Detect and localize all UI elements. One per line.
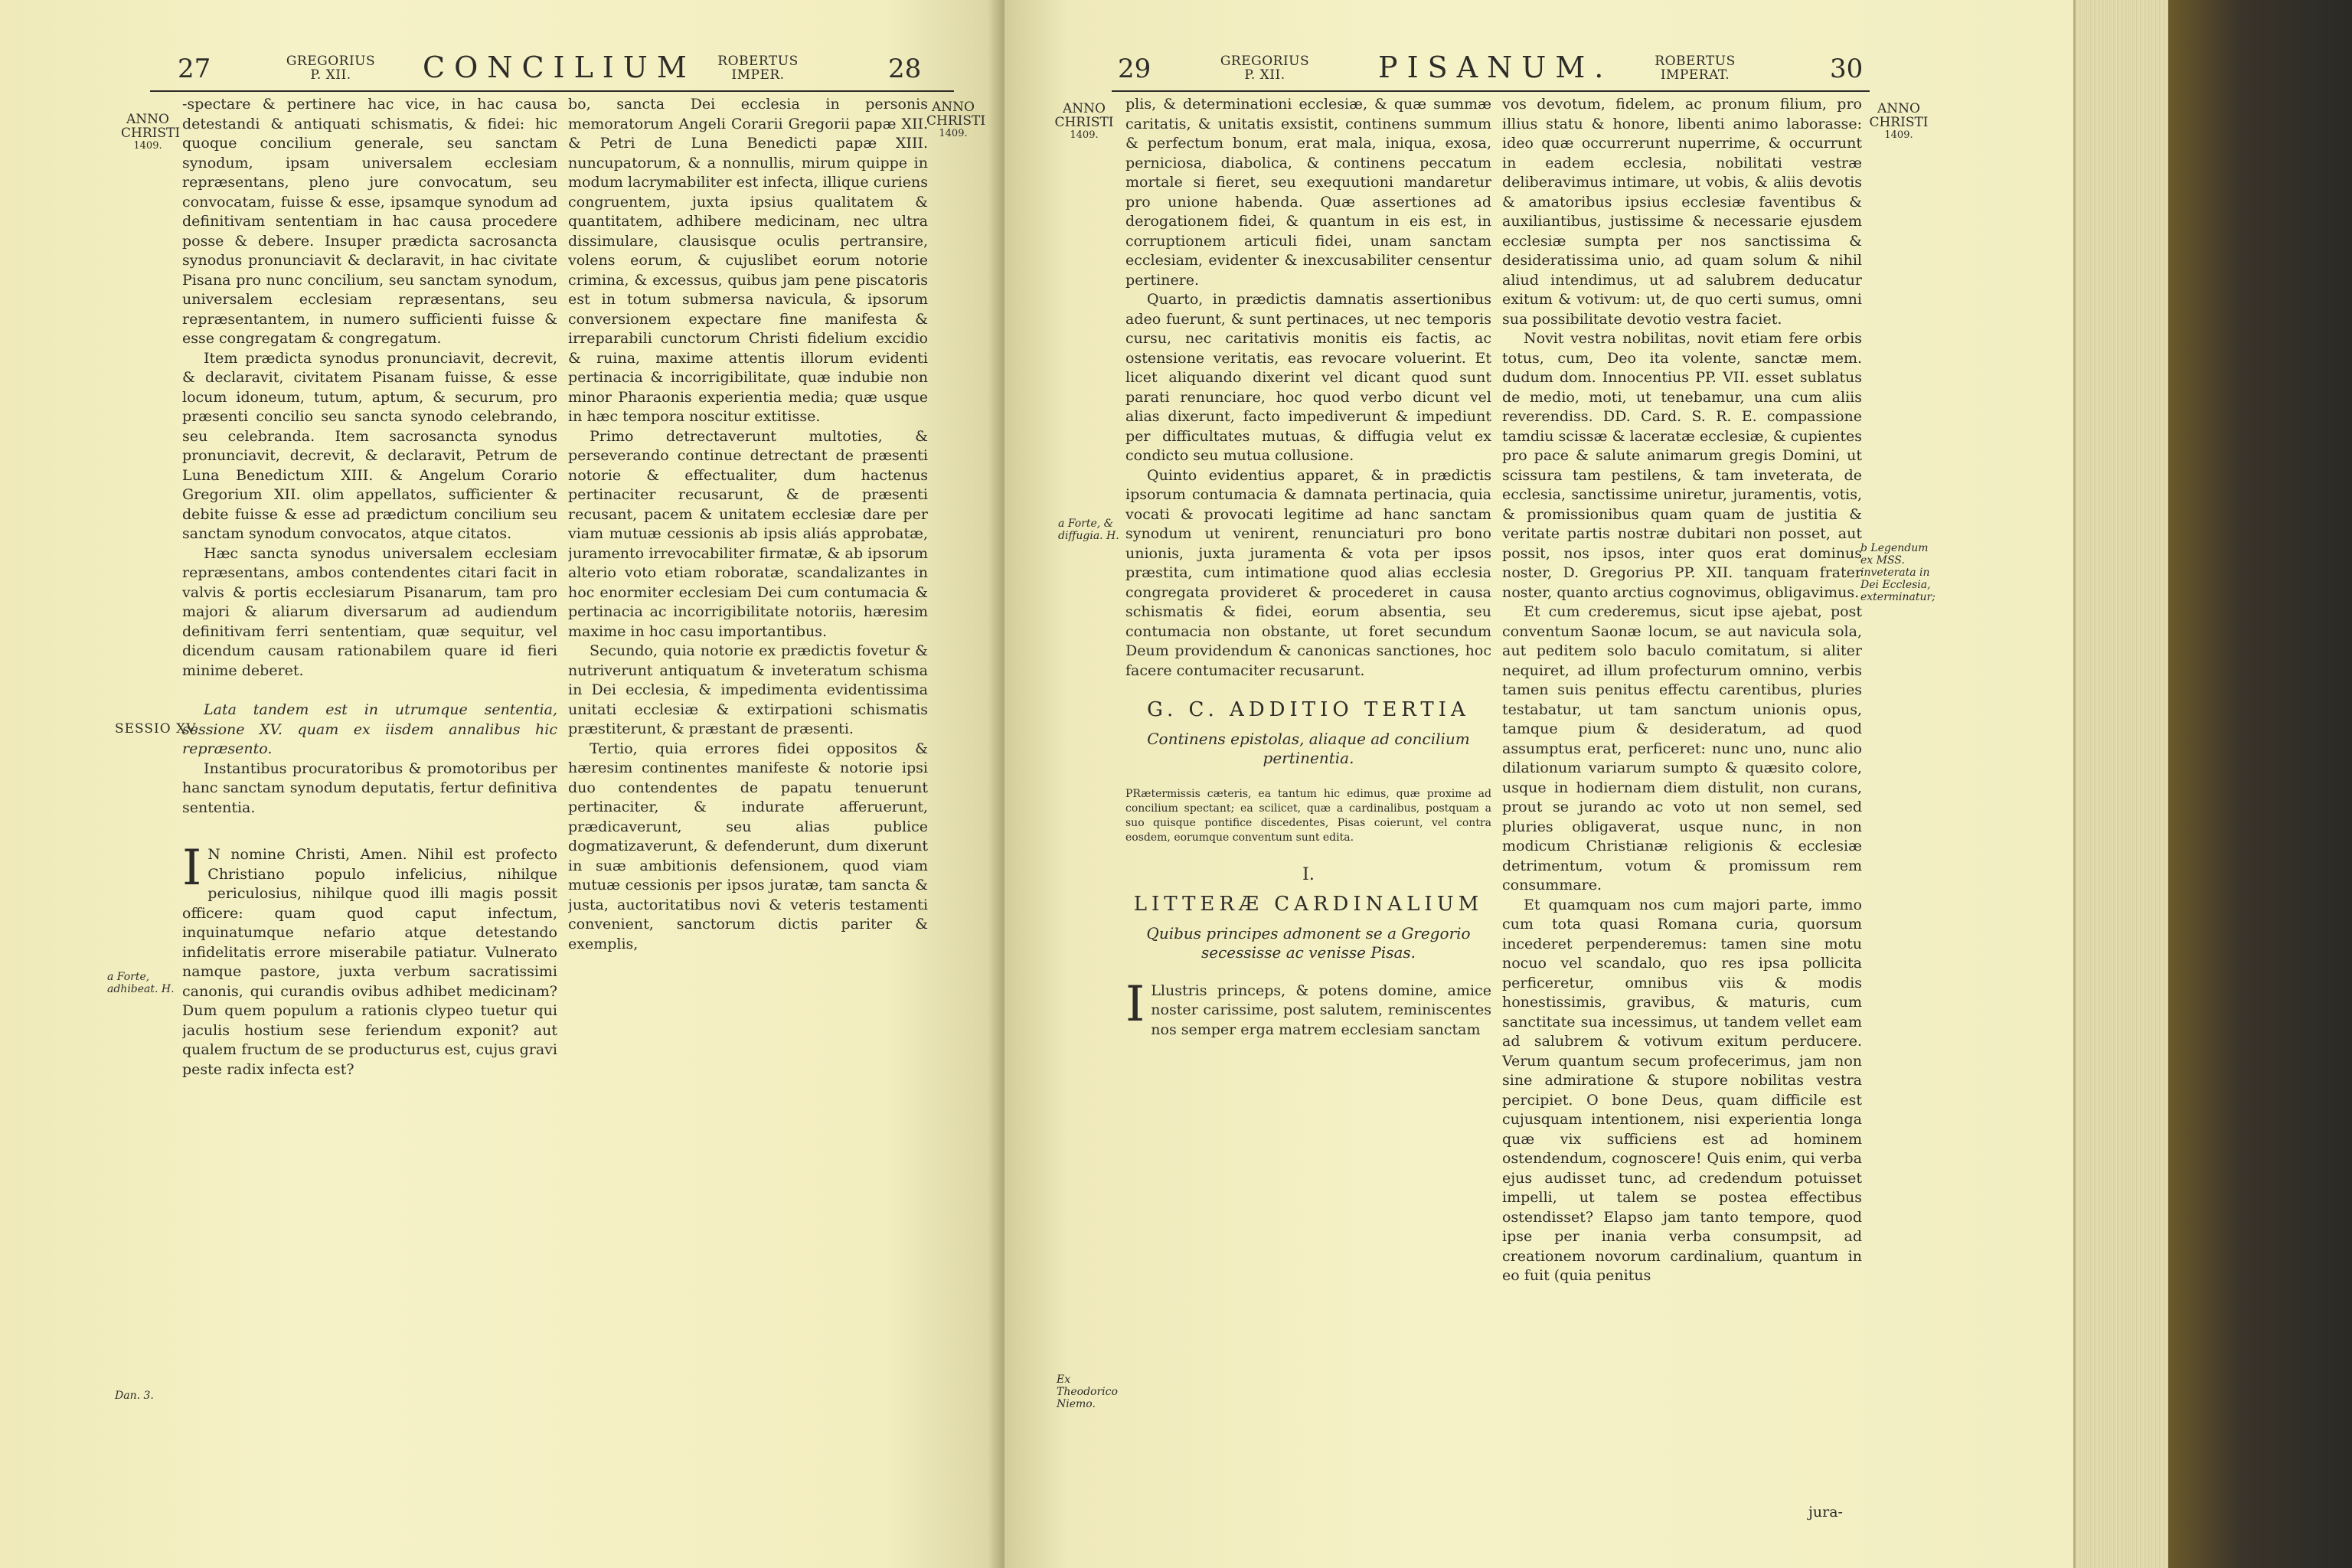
- right-page: [1004, 0, 2073, 1568]
- marginal-note: Ex Theodorico Niemo.: [1057, 1374, 1118, 1411]
- paragraph: -spectare & pertinere hac vice, in hac causa detestandi & antiquati schismatis, & fidei: hic quoque concilium generale, seu sanctam synodum, ipsam universalem ecclesiam repræsentans, pleno jure convocatum, seu convocatam, fuisse & esse, ipsamque synodum ad definitivam sententiam in hac causa procedere posse & debere. Insuper prædicta sacrosancta synodus pronunciavit & declaravit, in hac civitate Pisana pro nunc concilium, seu sanctam synodum, universalem ecclesiam repræsentans, seu repræsentantem, in numero sufficienti fuisse & esse congregatam & congregatum.: [182, 96, 557, 347]
- header-rule: [150, 90, 954, 92]
- paragraph: vos devotum, fidelem, ac pronum filium, pro illius statu & honore, libenti animo laborasse: ideo quæ occurrerunt nuperrime, & occurrunt in eadem ecclesia, nobilitati vestræ deliberavimus intimare, ut vobis, & aliis devotis & amatoribus ipsius ecclesiæ faventibus & auxiliantibus, justissime & necessarie ejusdem ecclesiæ sumpta per nos sanctissima & desideratissima unio, ad quam solum & nihil aliud intendimus, ut ad salubrem deducatur exitum & votivum: ut, de quo certi sumus, omni sua possibilitate devotio vestra faciet.: [1502, 96, 1862, 328]
- paragraph: Novit vestra nobilitas, novit etiam fere orbis totus, cum, Deo ita volente, sanctæ mem. dudum dom. Innocentius PP. VII. esset sublatus de medio, moti, ut tenebamur, una cum aliis reverendiss. DD. Card. S. R. E. compassione tamdiu scissæ & laceratæ ecclesiæ, & cupientes pro pace & salute animarum gregis Domini, ut scissura tam pestilens, & tam inveterata, de ecclesia, sanctissime uniretur, juramentis, votis, & promissionibus quam quam de justitia & veritate partis nostræ dubitari non posset, aut possit, nos ipsos, inter quos erat dominus noster, D. Gregorius PP. XII. tanquam frater noster, quanto arctius cognovimus, obligavimus.: [1502, 330, 1862, 601]
- anno-year: 1409.: [1884, 129, 1913, 141]
- letter-opening: [1125, 975, 1491, 1040]
- marginal-year-note: [121, 112, 181, 152]
- anno-label: ANNO CHRISTI: [1054, 101, 1114, 130]
- running-head-emperor: [712, 55, 804, 83]
- anno-year: 1409.: [1070, 129, 1099, 141]
- paragraph: bo, sancta Dei ecclesia in personis memoratorum Angeli Corarii Gregorii papæ XII. & Petri de Luna Benedicti papæ XIII. nuncupatorum, & a nonnullis, mirum quippe in modum lacrymabiliter est infecta, illique curiens congruentem, juxta ipsius qualitatem & quantitatem, adhibere medicinam, nec ultra dissimulare, clausisque oculis pertransire, volens eorum, & cujuslibet eorum notorie crimina, & excessus, quibus jam pene piscatoris est in totum submersa navicula, & ipsorum conversionem expectare fine manifesta & irreparabili cunctorum Christi fidelium excidio & ruina, maxime attentis illorum evidenti pertinacia & incorrigibilitate, quæ indubie non minor Pharaonis experientia media; quæ usque in hæc tempora noscitur extitisse.: [568, 96, 928, 425]
- marginal-note: b Legendum ex MSS. inveterata in Dei Ecclesia, exterminatur;: [1860, 542, 1936, 604]
- drop-capital: I: [182, 840, 202, 897]
- paragraph: Et quamquam nos cum majori parte, immo cum tota quasi Romana curia, quorsum incederet perpenderemus: tamen sine motu nocuo vel scandalo, quo res ipsa pollicita perficeretur, omnibus viis & modis honestissimis, gravibus, & maturis, cum sanctitate sua incessimus, ut tandem vellet eam ad salubrem & votivum exitum perducere. Verum quantum secum profecerimus, jam non sine admiratione & stupore nobilitas vestra percipiet. O bone Deus, quam difficile est cujusquam intentionem, nisi experientia longa quæ vix sufficiens est ad hominem ostendendum, cognoscere! Quis enim, qui verba ejus audisset tunc, ad credendum potuisset impelli, ut talem se postea effectibus ostendisset? Elapso jam tanto tempore, quod ipse per inania verba consumpsit, ad creationem novorum cardinalium, quantum in eo fuit (quia penitus: [1502, 896, 1862, 1284]
- paragraph: Item prædicta synodus pronunciavit, decrevit, & declaravit, civitatem Pisanam fuisse, & esse locum idoneum, tutum, aptum, & securum, pro præsenti concilio seu sancta synodo celebrando, seu celebranda. Item sacrosancta synodus pronunciavit, decrevit, & declaravit, Petrum de Luna Benedictum XIII. & Angelum Corario Gregorium XII. olim appellatos, sufficienter & debite fuisse & esse ad prædictum concilium seu sanctam synodum convocatos, atque citatos.: [182, 349, 557, 542]
- running-head-emperor-name: ROBERTUS: [717, 54, 799, 69]
- running-head-pope-number: P. XII.: [310, 67, 351, 83]
- header-rule: [1112, 90, 1870, 92]
- catchword: jura-: [1808, 1504, 1843, 1521]
- letter-subheading: Quibus principes admonent se a Gregorio secessisse ac venisse Pisas.: [1146, 923, 1471, 962]
- paragraph: Quarto, in prædictis damnatis assertionibus adeo fuerunt, & sunt pertinaces, ut nec temporis cursu, nec caritativis monitis eis factis, ac ostensione veritatis, eas revocare voluerint. Et licet aliquando dixerint vel dicant quod sunt parati renunciare, hoc quod verbo dicunt vel alias dixerunt, facto impediverunt & impediunt per difficultates mutuas, & diffugia velut ex condicto seu mutua collusione.: [1125, 291, 1491, 464]
- session-tag: SESSIO XV.: [115, 721, 199, 737]
- running-head-pope: [285, 55, 377, 83]
- text-column-right: [568, 95, 928, 1511]
- running-head-emperor: [1649, 55, 1741, 83]
- paragraph: Quinto evidentius apparet, & in prædictis ipsorum contumacia & damnata pertinacia, quia vocati & provocati legitime ad hanc sanctam synodum ut venirent, renunciaturi pro bono unionis, juxta juramenta & vota per ipsos præstita, cum intimatione quod alias ecclesia congregata provideret & procederet in causa schismatis & fidei, eorum absentia, seu contumacia non obstante, ut foret secundum Deum providendum & canonicas sanctiones, hoc facere contumaciter recusarunt.: [1125, 466, 1491, 679]
- sentence-paragraph: [182, 840, 557, 1080]
- section-subheading: Continens epistolas, aliaque ad concilium pertinentia.: [1147, 729, 1470, 767]
- section-heading: G. C. ADDITIO TERTIA: [1147, 698, 1470, 721]
- editorial-note: PRætermissis cæteris, ea tantum hic edimus, quæ proxime ad concilium spectant; ea scilicet, quæ a cardinalibus, postquam a suo quisque pontifice discedentes, Pisas coierunt, vel contra eosdem, eorumque conventum sunt edita.: [1125, 787, 1491, 844]
- anno-year: 1409.: [939, 127, 968, 139]
- paragraph: plis, & determinationi ecclesiæ, & quæ summæ caritatis, & unitatis exsistit, continens summum & perfectum bonum, erat mala, iniqua, exosa, perniciosa, diabolica, & continens peccatum mortale si fieret, seu exequutioni mandaretur pro unione habenda. Quæ assertiones ad derogationem fidei, & quantum in eis est, in corruptionem articuli fidei, unam sanctam ecclesiam, evidenter & inexcusabiliter censentur pertinere.: [1125, 96, 1491, 289]
- text-column-right: [1502, 95, 1862, 1511]
- anno-year: 1409.: [133, 139, 162, 152]
- paragraph: Primo detrectaverunt multoties, & perseverando continue detrectant de præsenti notorie & effectualiter, dum hactenus pertinaciter recusarunt, & de præsenti recusant, pacem & unitatem ecclesiæ dare per viam mutuæ cessionis ab ipsis aliás approbatæ, juramento irrevocabiliter firmatæ, & ab ipsorum alterio voto etiam roboratæ, scandalizantes in hoc enormiter ecclesiam Dei cum contumacia & pertinacia ac incorrigibilitate notoriis, hæresim maxime in hoc casu importantibus.: [568, 427, 928, 640]
- running-head-pope: [1219, 55, 1311, 83]
- book-cover-edge: [2168, 0, 2352, 1568]
- marginal-note: a Forte, & diffugia. H.: [1058, 518, 1119, 543]
- running-head-emperor-name: ROBERTUS: [1655, 54, 1736, 69]
- marginal-note: a Forte, adhibeat. H.: [107, 971, 175, 996]
- drop-capital: I: [1125, 975, 1145, 1033]
- running-head-emperor-title: IMPERAT.: [1660, 67, 1730, 83]
- paragraph: Tertio, quia errores fidei oppositos & hæresim continentes manifeste & notorie ipsi duo contendentes de papatu tenuerunt pertinaciter, & indurate afferuerunt, prædicaverunt, seu alias publice dogmatizaverunt, & defenderunt, dum dixerunt in suæ ambitionis defensionem, quod viam mutuæ cessionis per ipsos juratæ, tam sancta & justa, auctoritatibus novi & veteris testamenti convenient, sanctorum dictis pariter & exemplis,: [568, 740, 928, 952]
- text-column-left: [182, 95, 557, 1504]
- page-number: 27: [178, 54, 211, 84]
- page-number: 28: [888, 54, 922, 84]
- running-head-title: CONCILIUM: [423, 51, 696, 84]
- running-head-emperor-title: IMPER.: [731, 67, 785, 83]
- book-fore-edge: [2073, 0, 2171, 1568]
- letter-heading: LITTERÆ CARDINALIUM: [1133, 893, 1484, 916]
- letter-text: Llustris princeps, & potens domine, amice noster carissime, post salutem, reminiscentes nos semper erga matrem ecclesiam sanctam: [1151, 982, 1491, 1038]
- document-number: I.: [1302, 864, 1315, 884]
- sentence-text: N nomine Christi, Amen. Nihil est profecto Christiano populo infelicius, nihilque periculosius, nihilque quod illi magis possit officere: quam quod caput infectum, inquinatumque nefario atque detestando infidelitatis errore miserabile patiatur. Vulnerato namque pastore, juxta verbum sacratissimi canonis, qui curandis ovibus adhibet medicinam? Dum quem populum a rationis clypeo tuetur qui jaculis hostium sese feriendum exponit? aut qualem fructum de se producturus est, cujus gravi peste radix infecta est?: [182, 846, 557, 1078]
- left-page: [0, 0, 1004, 1568]
- running-head-pope-name: GREGORIUS: [1220, 54, 1310, 69]
- paragraph: Et cum crederemus, sicut ipse ajebat, post conventum Saonæ locum, se aut navicula sola, aut peditem solo baculo comitatum, si aliter nequiret, ad illum profecturum omnino, verbis tamen suis penitus effectu carentibus, pluries testabatur, ut tam sanctum unionis opus, tamque pium & desideratum, ad quod assumptus erat, perficeret: nunc uno, nunc alio dilationum variarum sumpto & quæsito colore, usque in hodiernam diem distulit, non curans, prout se jurando ac voto ut non semel, sed pluries obligaverat, usque nunc, in non modicum Christianæ religionis & ecclesiæ detrimentum, votum & promissum rem consummare.: [1502, 603, 1862, 893]
- paragraph: Instantibus procuratoribus & promotoribus per hanc sanctam synodum deputatis, fertur definitiva sententia.: [182, 760, 557, 816]
- anno-label: ANNO CHRISTI: [1869, 101, 1929, 130]
- paragraph: Hæc sancta synodus universalem ecclesiam repræsentans, ambos contendentes citari facit in valvis & portis ecclesiarum Pisanarum, tam pro majori & aliarum diversarum ad audiendum definitivam ferri sententiam, quæ sequitur, vel dicendum causam rationabilem quare id fieri minime deberet.: [182, 544, 557, 679]
- marginal-year-note: [1868, 103, 1929, 140]
- text-column-left: [1125, 95, 1491, 1511]
- session-note: Lata tandem est in utrumque sententia, sessione XV. quam ex iisdem annalibus hic repræsento.: [182, 701, 557, 757]
- marginal-year-note: [1054, 103, 1115, 140]
- running-head-pope-name: GREGORIUS: [286, 54, 376, 69]
- page-number: 30: [1830, 54, 1864, 84]
- page-number: 29: [1118, 54, 1152, 84]
- marginal-note: Dan. 3.: [115, 1390, 154, 1402]
- anno-label: ANNO CHRISTI: [926, 100, 986, 129]
- marginal-year-note: [926, 100, 986, 139]
- paragraph: Secundo, quia notorie ex prædictis fovetur & nutriverunt antiquatum & inveteratum schisma in Dei ecclesia, & impedimenta evidentissima unitati ecclesiæ & extirpationi schismatis præstiterunt, & præstant de præsenti.: [568, 642, 928, 737]
- running-head-title: PISANUM.: [1378, 51, 1613, 84]
- anno-label: ANNO CHRISTI: [121, 112, 181, 141]
- running-head-pope-number: P. XII.: [1244, 67, 1285, 83]
